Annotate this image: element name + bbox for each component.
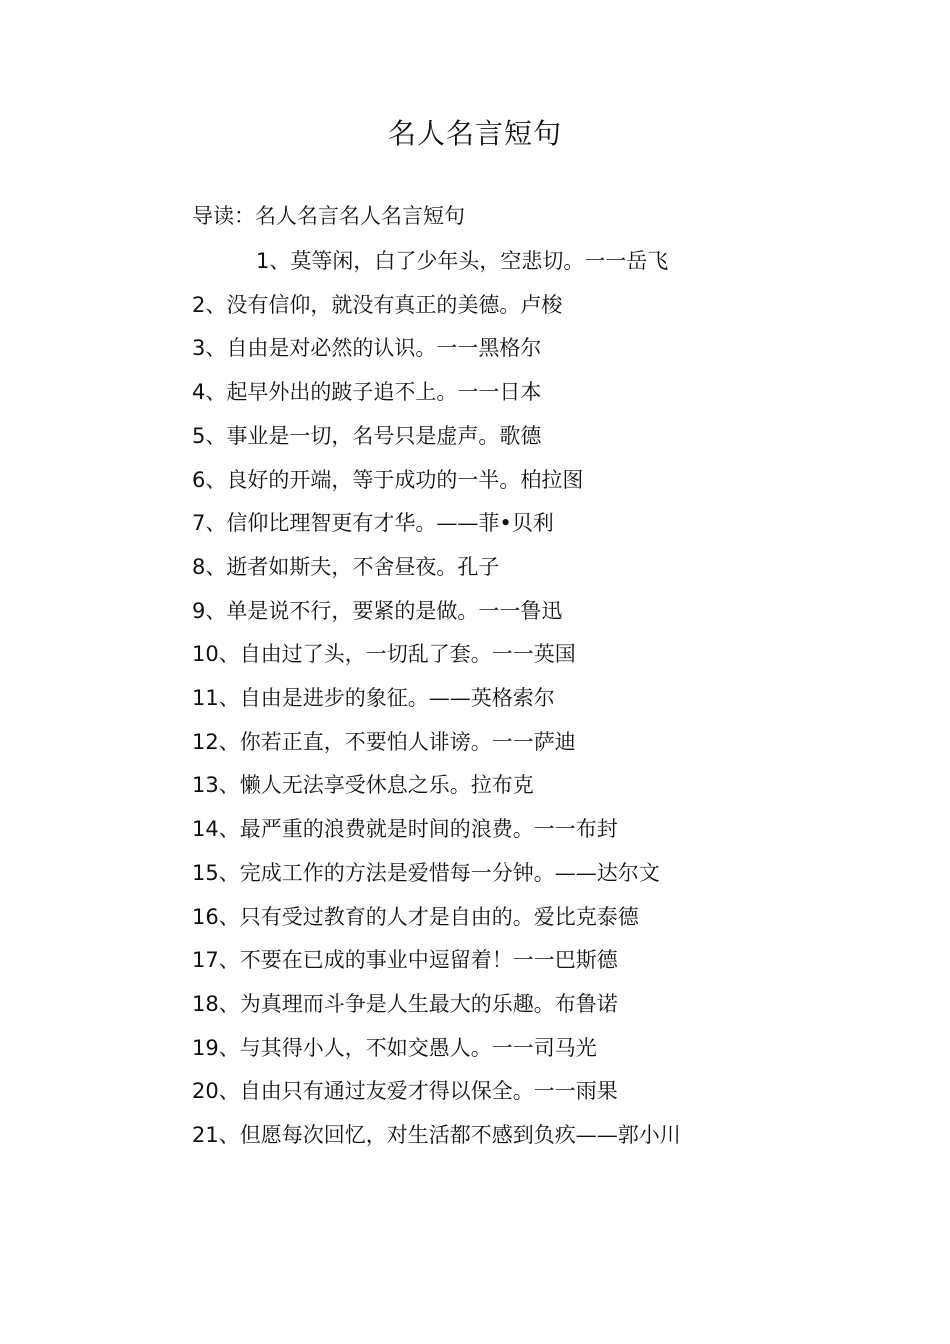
quote-number: 15: [192, 860, 219, 885]
quote-item: [192, 808, 812, 852]
quote-item: [192, 590, 812, 634]
quote-text: 、不要在已成的事业中逗留着！一一巴斯德: [218, 948, 618, 973]
quote-text: 、没有信仰，就没有真正的美德。卢梭: [205, 292, 563, 317]
quote-item: [192, 896, 812, 940]
quote-text: 、逝者如斯夫，不舍昼夜。孔子: [205, 554, 500, 579]
quote-item: [192, 1070, 812, 1114]
quote-text: 、懒人无法享受休息之乐。拉布克: [218, 773, 534, 798]
quote-text: 、单是说不行，要紧的是做。一一鲁迅: [205, 598, 563, 623]
quote-number: 7: [192, 511, 206, 536]
quote-number: 12: [192, 729, 219, 754]
quote-text: 、事业是一切，名号只是虚声。歌德: [205, 423, 542, 448]
quote-item: [192, 371, 812, 415]
quote-number: 14: [192, 817, 219, 842]
quote-number: 16: [192, 904, 219, 929]
quote-number: 21: [192, 1123, 219, 1148]
quote-text: 、你若正直，不要怕人诽谤。一一萨迪: [218, 729, 576, 754]
intro-line: 导读：名人名言名人名言短句: [192, 204, 465, 228]
quote-item: [192, 415, 812, 459]
quote-text: 、起早外出的跛子追不上。一一日本: [205, 380, 542, 405]
quote-number: 6: [192, 467, 206, 492]
quote-text: 、良好的开端，等于成功的一半。柏拉图: [205, 467, 584, 492]
quote-number: 17: [192, 948, 219, 973]
quote-number: 19: [192, 1035, 219, 1060]
quote-text: 、与其得小人，不如交愚人。一一司马光: [218, 1035, 597, 1060]
quote-item: [192, 764, 812, 808]
quote-text: 、完成工作的方法是爱惜每一分钟。——达尔文: [218, 860, 660, 885]
quote-item: [192, 983, 812, 1027]
quote-item: [192, 939, 812, 983]
quote-number: 8: [192, 554, 206, 579]
quote-number: 9: [192, 598, 206, 623]
quote-text: 、莫等闲，白了少年头，空悲切。一一岳飞: [269, 249, 669, 273]
quote-item: [192, 852, 812, 896]
quote-number: 18: [192, 991, 219, 1016]
quote-item: [192, 1027, 812, 1071]
quote-text: 、为真理而斗争是人生最大的乐趣。布鲁诺: [218, 991, 618, 1016]
quote-number: 20: [192, 1079, 219, 1104]
quote-text: 、自由是进步的象征。——英格索尔: [218, 686, 555, 711]
quote-item: [192, 677, 812, 721]
quote-number: 1: [256, 249, 270, 273]
quote-number: 2: [192, 292, 206, 317]
quote-list: [192, 240, 812, 1158]
quote-item: [192, 546, 812, 590]
quote-item: [192, 1114, 812, 1158]
quote-text: 、自由只有通过友爱才得以保全。一一雨果: [218, 1079, 618, 1104]
quote-text: 、自由是对必然的认识。一一黑格尔: [205, 336, 542, 361]
quote-item: [192, 502, 812, 546]
quote-item: [192, 240, 812, 284]
quote-text: 、自由过了头，一切乱了套。一一英国: [218, 642, 576, 667]
document-title: 名人名言短句: [387, 117, 562, 150]
quote-text: 、只有受过教育的人才是自由的。爱比克泰德: [218, 904, 639, 929]
quote-item: [192, 633, 812, 677]
quote-number: 4: [192, 380, 206, 405]
quote-text: 、最严重的浪费就是时间的浪费。一一布封: [218, 817, 618, 842]
quote-number: 5: [192, 423, 206, 448]
quote-item: [192, 459, 812, 503]
quote-item: [192, 284, 812, 328]
quote-number: 10: [192, 642, 219, 667]
quote-number: 3: [192, 336, 206, 361]
quote-number: 13: [192, 773, 219, 798]
quote-item: [192, 721, 812, 765]
quote-text: 、信仰比理智更有才华。——菲•贝利: [205, 511, 554, 536]
quote-item: [192, 327, 812, 371]
quote-text: 、但愿每次回忆，对生活都不感到负疚——郭小川: [218, 1123, 681, 1148]
quote-number: 11: [192, 686, 219, 711]
